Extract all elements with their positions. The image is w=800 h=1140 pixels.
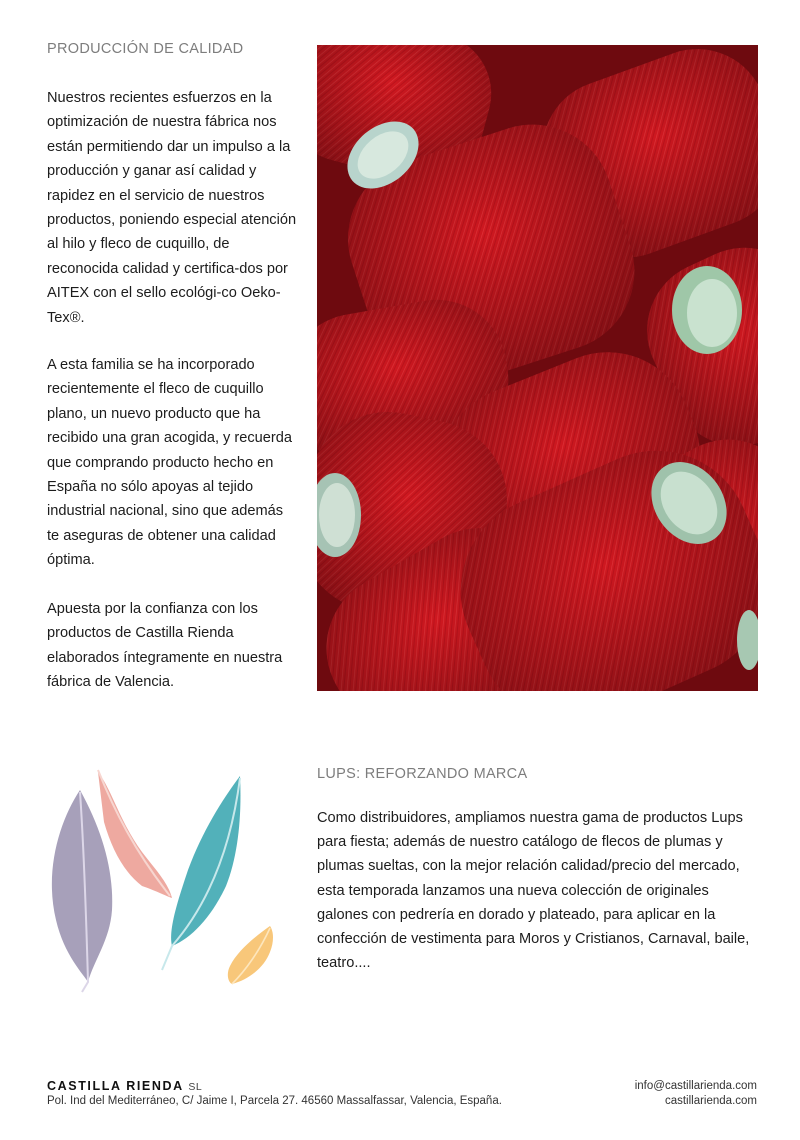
footer-company-name (47, 1079, 202, 1093)
yellow-feather-icon (228, 926, 273, 984)
section-title-lups: LUPS: REFORZANDO MARCA (317, 766, 528, 782)
teal-feather-icon (162, 776, 240, 970)
paragraph-new-product: A esta familia se ha incorporado recientemente el fleco de cuquillo plano, un nuevo producto que ha recibido una gran acogida, y recuerda que comprando producto hecho en España no sólo apoyas al tejido industrial nacional, sino que además te aseguras de obtener una calidad óptima. (47, 357, 293, 569)
company-name: CASTILLA RIENDA (47, 1079, 184, 1093)
paragraph-lups: Como distribuidores, ampliamos nuestra gama de productos Lups para fiesta; además de nuestro catálogo de flecos de plumas y plumas sueltas, con la mejor relación calidad/precio del mercado, esta temporada lanzamos una nueva colección de originales galones con pedrería en dorado y plateado, para aplicar en la confección de vestimenta para Moros y Cristianos, Carnaval, baile, teatro.... (317, 810, 750, 972)
footer-email-link[interactable]: info@castillarienda.com (634, 1080, 757, 1092)
footer-contact (635, 1079, 757, 1109)
red-yarn-spools-photo (317, 45, 758, 691)
section-title-produccion: PRODUCCIÓN DE CALIDAD (47, 41, 244, 57)
footer-address: Pol. Ind del Mediterráneo, C/ Jaime I, Parcela 27. 46560 Massalfassar, Valencia, España. (47, 1095, 502, 1107)
paragraph-confidence: Apuesta por la confianza con los productos de Castilla Rienda elaborados íntegramente en nuestra fábrica de Valencia. (47, 601, 283, 691)
company-suffix: SL (188, 1081, 203, 1093)
footer-website-link[interactable]: castillarienda.com (664, 1095, 757, 1107)
paragraph-production-efforts: Nuestros recientes esfuerzos en la optimización de nuestra fábrica nos están permitiendo dar un impulso a la producción y ganar así calidad y rapidez en el servicio de nuestros productos, poniendo especial atención al hilo y fleco de cuquillo, de reconocida calidad y certifica-dos por AITEX con el sello ecológi-co Oeko-Tex®. (47, 90, 297, 326)
feathers-illustration (42, 760, 292, 995)
lavender-feather-icon (52, 790, 112, 992)
